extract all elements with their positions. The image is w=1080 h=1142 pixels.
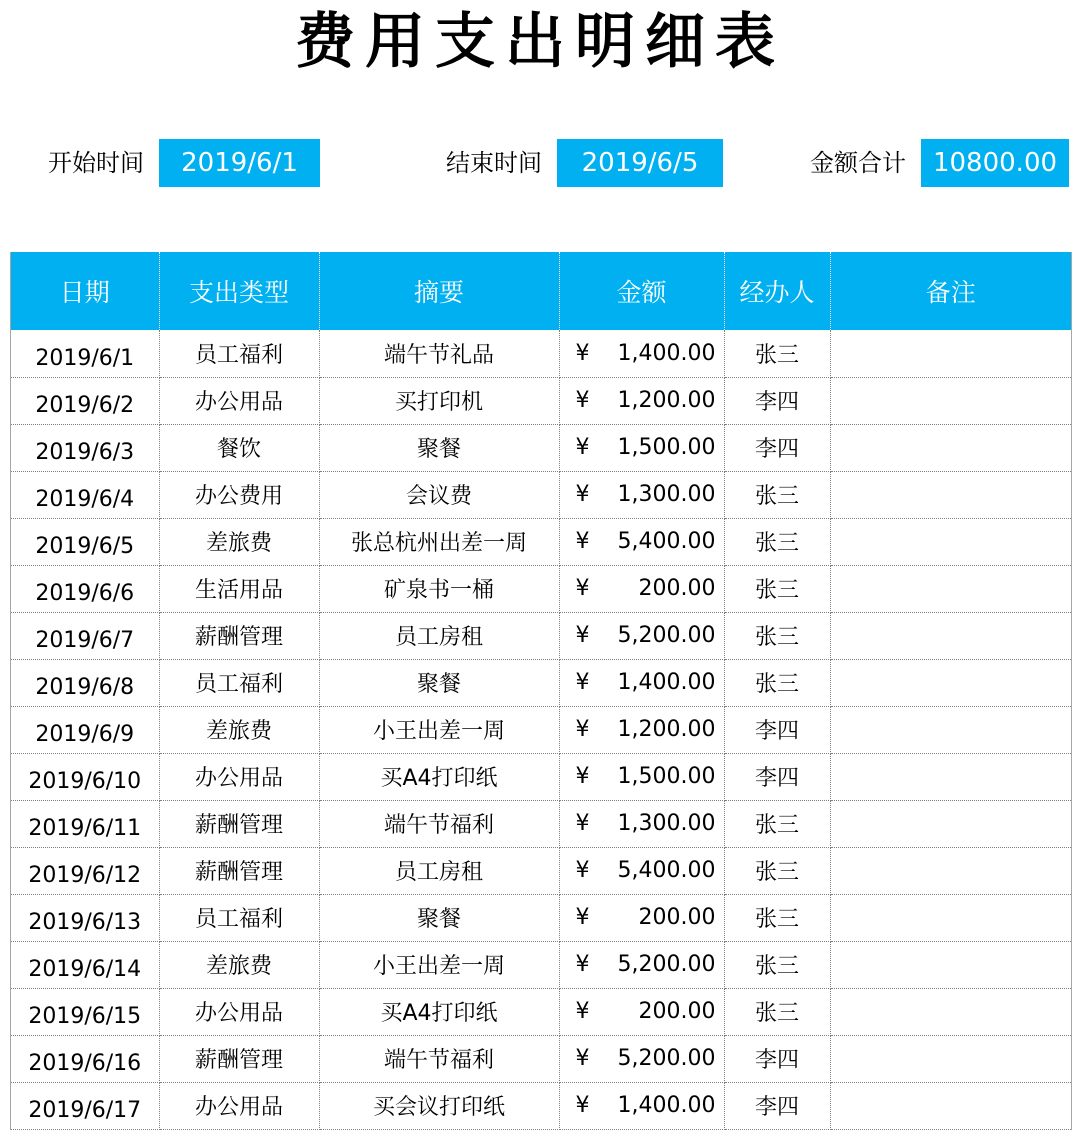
cell-note[interactable] (830, 518, 1071, 565)
end-time-label: 结束时间 (446, 149, 542, 177)
cell-date[interactable]: 2019/6/17 (11, 1082, 159, 1129)
currency-symbol: ¥ (575, 717, 590, 742)
cell-amount[interactable] (559, 988, 724, 1035)
currency-symbol: ¥ (575, 811, 590, 836)
cell-handler[interactable]: 张三 (724, 941, 830, 988)
cell-note[interactable] (830, 471, 1071, 518)
cell-amount[interactable] (559, 1082, 724, 1129)
cell-date[interactable]: 2019/6/7 (11, 612, 159, 659)
cell-note[interactable] (830, 612, 1071, 659)
cell-date[interactable]: 2019/6/13 (11, 894, 159, 941)
cell-type[interactable]: 员工福利 (159, 330, 319, 377)
cell-amount[interactable] (559, 330, 724, 377)
cell-date[interactable]: 2019/6/11 (11, 800, 159, 847)
cell-handler[interactable]: 李四 (724, 1082, 830, 1129)
cell-amount[interactable] (559, 800, 724, 847)
currency-symbol: ¥ (575, 764, 590, 789)
cell-date[interactable]: 2019/6/5 (11, 518, 159, 565)
cell-note[interactable] (830, 847, 1071, 894)
table-row (11, 471, 1071, 518)
cell-handler[interactable]: 李四 (724, 377, 830, 424)
cell-amount[interactable] (559, 518, 724, 565)
cell-type[interactable]: 办公用品 (159, 377, 319, 424)
amount-value: 1,200.00 (617, 717, 716, 742)
cell-summary[interactable]: 聚餐 (319, 424, 559, 471)
amount-value: 1,400.00 (617, 340, 716, 366)
cell-summary[interactable]: 小王出差一周 (319, 706, 559, 753)
cell-date[interactable]: 2019/6/4 (11, 471, 159, 518)
amount-value: 200.00 (638, 576, 716, 601)
cell-handler[interactable]: 张三 (724, 565, 830, 612)
cell-amount[interactable] (559, 847, 724, 894)
cell-summary[interactable]: 会议费 (319, 471, 559, 518)
currency-symbol: ¥ (575, 952, 590, 977)
cell-amount[interactable] (559, 377, 724, 424)
cell-amount[interactable] (559, 424, 724, 471)
cell-handler[interactable]: 李四 (724, 753, 830, 800)
amount-value: 1,300.00 (617, 811, 716, 836)
cell-type[interactable]: 办公费用 (159, 471, 319, 518)
cell-handler[interactable]: 李四 (724, 706, 830, 753)
cell-summary[interactable]: 聚餐 (319, 659, 559, 706)
currency-symbol: ¥ (575, 435, 590, 460)
cell-summary[interactable]: 员工房租 (319, 847, 559, 894)
total-amount-value: 10800.00 (921, 139, 1069, 187)
table-row (11, 565, 1071, 612)
cell-handler[interactable]: 李四 (724, 1035, 830, 1082)
cell-handler[interactable]: 李四 (724, 424, 830, 471)
column-header-date: 日期 (11, 252, 159, 330)
cell-summary[interactable]: 端午节礼品 (319, 330, 559, 377)
currency-symbol: ¥ (575, 1093, 590, 1118)
cell-note[interactable] (830, 988, 1071, 1035)
column-header-type: 支出类型 (159, 252, 319, 330)
cell-handler[interactable]: 张三 (724, 659, 830, 706)
cell-note[interactable] (830, 330, 1071, 377)
currency-symbol: ¥ (575, 576, 590, 601)
end-time-field[interactable]: 2019/6/5 (557, 139, 723, 187)
cell-date[interactable]: 2019/6/12 (11, 847, 159, 894)
table-row (11, 424, 1071, 471)
cell-type[interactable]: 办公用品 (159, 1082, 319, 1129)
cell-date[interactable]: 2019/6/2 (11, 377, 159, 424)
amount-value: 1,500.00 (617, 764, 716, 789)
table-row (11, 753, 1071, 800)
total-amount-label: 金额合计 (810, 149, 906, 177)
currency-symbol: ¥ (575, 482, 590, 507)
column-header-amount: 金额 (559, 252, 724, 330)
currency-symbol: ¥ (575, 999, 590, 1024)
cell-handler[interactable]: 张三 (724, 847, 830, 894)
currency-symbol: ¥ (575, 905, 590, 930)
cell-date[interactable]: 2019/6/10 (11, 753, 159, 800)
cell-summary[interactable]: 小王出差一周 (319, 941, 559, 988)
cell-summary[interactable]: 买会议打印纸 (319, 1082, 559, 1129)
cell-summary[interactable]: 矿泉书一桶 (319, 565, 559, 612)
cell-note[interactable] (830, 377, 1071, 424)
cell-note[interactable] (830, 894, 1071, 941)
page-title: 费用支出明细表 (295, 7, 785, 77)
currency-symbol: ¥ (575, 388, 590, 413)
column-header-handler: 经办人 (724, 252, 830, 330)
cell-type[interactable]: 生活用品 (159, 565, 319, 612)
cell-type[interactable]: 薪酬管理 (159, 800, 319, 847)
currency-symbol: ¥ (575, 670, 590, 695)
cell-amount[interactable] (559, 753, 724, 800)
table-row (11, 988, 1071, 1035)
cell-handler[interactable]: 张三 (724, 800, 830, 847)
table-row (11, 518, 1071, 565)
currency-symbol: ¥ (575, 529, 590, 554)
cell-type[interactable]: 员工福利 (159, 894, 319, 941)
cell-note[interactable] (830, 1082, 1071, 1129)
cell-type[interactable]: 薪酬管理 (159, 612, 319, 659)
start-time-label: 开始时间 (48, 149, 144, 177)
cell-type[interactable]: 员工福利 (159, 659, 319, 706)
amount-value: 200.00 (638, 905, 716, 930)
cell-date[interactable]: 2019/6/9 (11, 706, 159, 753)
amount-value: 5,200.00 (617, 952, 716, 977)
cell-amount[interactable] (559, 941, 724, 988)
amount-value: 1,300.00 (617, 482, 716, 507)
cell-summary[interactable]: 买打印机 (319, 377, 559, 424)
table-row (11, 612, 1071, 659)
cell-handler[interactable]: 张三 (724, 518, 830, 565)
cell-date[interactable]: 2019/6/3 (11, 424, 159, 471)
table-header-row (11, 252, 1071, 330)
cell-date[interactable]: 2019/6/15 (11, 988, 159, 1035)
cell-summary[interactable]: 买A4打印纸 (319, 753, 559, 800)
amount-value: 5,400.00 (617, 529, 716, 554)
cell-note[interactable] (830, 941, 1071, 988)
currency-symbol: ¥ (575, 1046, 590, 1071)
cell-type[interactable]: 办公用品 (159, 988, 319, 1035)
cell-handler[interactable]: 张三 (724, 330, 830, 377)
cell-date[interactable]: 2019/6/14 (11, 941, 159, 988)
amount-value: 5,400.00 (617, 858, 716, 883)
cell-type[interactable]: 办公用品 (159, 753, 319, 800)
cell-handler[interactable]: 张三 (724, 471, 830, 518)
table-row (11, 659, 1071, 706)
table-row (11, 377, 1071, 424)
cell-summary[interactable]: 端午节福利 (319, 800, 559, 847)
table-row (11, 894, 1071, 941)
amount-value: 1,200.00 (617, 388, 716, 413)
start-time-field[interactable]: 2019/6/1 (159, 139, 320, 187)
cell-note[interactable] (830, 565, 1071, 612)
table-row (11, 706, 1071, 753)
currency-symbol: ¥ (575, 623, 590, 648)
cell-date[interactable]: 2019/6/16 (11, 1035, 159, 1082)
cell-note[interactable] (830, 1035, 1071, 1082)
cell-amount[interactable] (559, 612, 724, 659)
cell-handler[interactable]: 张三 (724, 894, 830, 941)
amount-value: 1,400.00 (617, 1093, 716, 1118)
cell-summary[interactable]: 端午节福利 (319, 1035, 559, 1082)
cell-handler[interactable]: 张三 (724, 612, 830, 659)
table-row (11, 330, 1071, 377)
cell-date[interactable]: 2019/6/6 (11, 565, 159, 612)
cell-note[interactable] (830, 659, 1071, 706)
cell-type[interactable]: 薪酬管理 (159, 1035, 319, 1082)
currency-symbol: ¥ (575, 858, 590, 883)
table-row (11, 1082, 1071, 1129)
column-header-note: 备注 (830, 252, 1071, 330)
cell-date[interactable]: 2019/6/8 (11, 659, 159, 706)
table-row (11, 847, 1071, 894)
cell-summary[interactable]: 聚餐 (319, 894, 559, 941)
cell-type[interactable]: 差旅费 (159, 706, 319, 753)
table-row (11, 1035, 1071, 1082)
cell-handler[interactable]: 张三 (724, 988, 830, 1035)
cell-amount[interactable] (559, 1035, 724, 1082)
table-row (11, 800, 1071, 847)
cell-type[interactable]: 差旅费 (159, 518, 319, 565)
amount-value: 200.00 (638, 999, 716, 1024)
cell-note[interactable] (830, 753, 1071, 800)
cell-summary[interactable]: 员工房租 (319, 612, 559, 659)
cell-date[interactable]: 2019/6/1 (11, 330, 159, 377)
currency-symbol: ¥ (575, 340, 590, 366)
cell-note[interactable] (830, 706, 1071, 753)
cell-summary[interactable]: 买A4打印纸 (319, 988, 559, 1035)
cell-note[interactable] (830, 800, 1071, 847)
table-row (11, 941, 1071, 988)
cell-summary[interactable]: 张总杭州出差一周 (319, 518, 559, 565)
cell-type[interactable]: 薪酬管理 (159, 847, 319, 894)
cell-amount[interactable] (559, 471, 724, 518)
cell-type[interactable]: 差旅费 (159, 941, 319, 988)
cell-amount[interactable] (559, 565, 724, 612)
cell-amount[interactable] (559, 706, 724, 753)
cell-type[interactable]: 餐饮 (159, 424, 319, 471)
amount-value: 5,200.00 (617, 1046, 716, 1071)
amount-value: 1,500.00 (617, 435, 716, 460)
expense-table (10, 252, 1072, 1130)
amount-value: 5,200.00 (617, 623, 716, 648)
cell-note[interactable] (830, 424, 1071, 471)
cell-amount[interactable] (559, 659, 724, 706)
amount-value: 1,400.00 (617, 670, 716, 695)
column-header-summary: 摘要 (319, 252, 559, 330)
cell-amount[interactable] (559, 894, 724, 941)
